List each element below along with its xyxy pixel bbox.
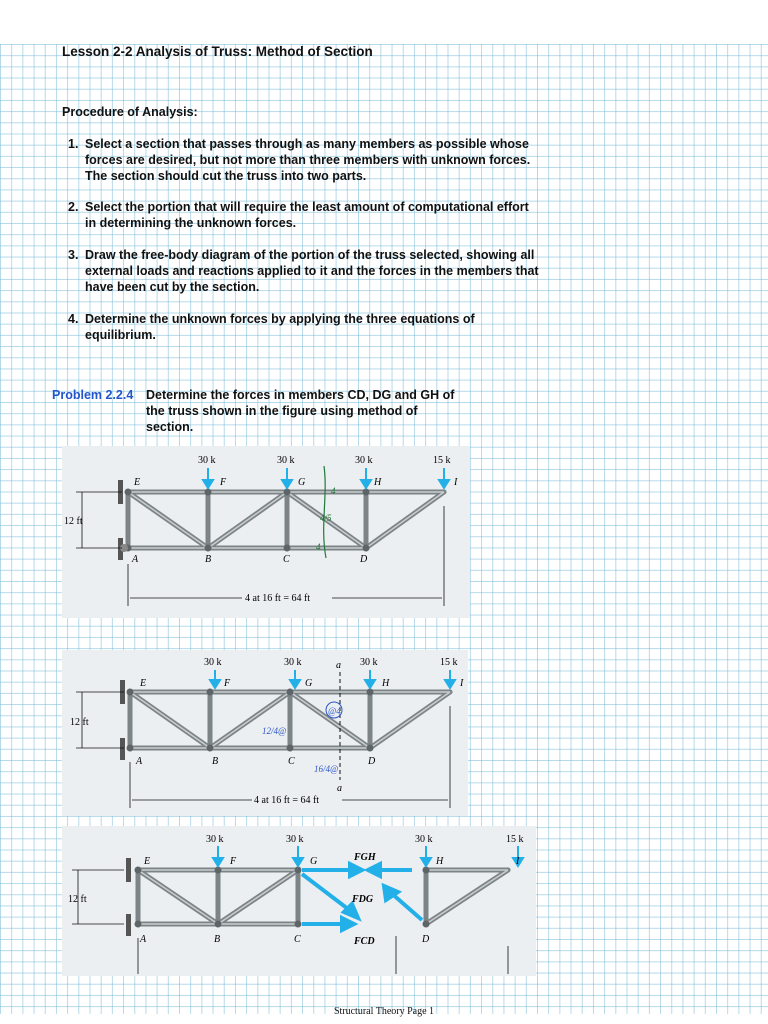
step-number: 4. [68,312,79,326]
load-label: 30 k [277,455,295,466]
step-number: 3. [68,248,79,262]
section-label: a [337,783,342,794]
force-label-fcd: FCD [354,936,375,947]
height-label: 12 ft [70,717,89,728]
node-label: H [436,856,444,867]
node-label: A [136,756,143,767]
load-label: 30 k [206,834,224,845]
handwritten-note: @4 [328,706,341,716]
node-label: H [382,678,390,689]
node-label: F [224,678,231,689]
load-label: 30 k [360,657,378,668]
handwritten-note: 4 [316,542,321,552]
truss-figure-2 [62,650,468,816]
load-label: 30 k [355,455,373,466]
load-label: 30 k [204,657,222,668]
node-label: I [454,477,458,488]
load-label: 15 k [440,657,458,668]
load-label: 15 k [433,455,451,466]
step-number: 1. [68,137,79,151]
load-label: 30 k [198,455,216,466]
node-label: E [134,477,141,488]
section-label: a [336,660,341,671]
node-label: B [214,934,221,945]
node-label: F [220,477,227,488]
node-label: G [298,477,306,488]
handwritten-note: 4/5 [320,513,332,523]
node-label: G [305,678,313,689]
load-label: 15 k [506,834,524,845]
node-label: B [212,756,219,767]
load-label: 30 k [415,834,433,845]
step-number: 2. [68,200,79,214]
step-text: Select a section that passes through as many members as possible whose forces are desired, but not more than three members with unknown forces. The section should cut the truss into two parts. [85,137,531,183]
step-text: Draw the free-body diagram of the portion of the truss selected, showing all external loads and reactions applied to it and the forces in the members that have been cut by the section. [85,248,539,294]
step-text: Determine the unknown forces by applying the three equations of equilibrium. [85,312,475,342]
node-label: E [144,856,151,867]
node-label: B [205,554,212,565]
handwritten-note: 16/4@ [314,764,339,774]
span-label: 4 at 16 ft = 64 ft [245,593,311,604]
problem-label: Problem 2.2.4 [52,388,134,402]
span-label: 4 at 16 ft = 64 ft [254,795,320,806]
node-label: C [283,554,290,565]
node-label: A [140,934,147,945]
node-label: C [288,756,295,767]
node-label: F [230,856,237,867]
page-title: Lesson 2-2 Analysis of Truss: Method of Section [62,44,373,59]
node-label: D [368,756,376,767]
height-label: 12 ft [68,894,87,905]
node-label: D [360,554,368,565]
truss-figure-3 [62,826,536,976]
handwritten-note: 4 [331,486,336,496]
load-label: 30 k [284,657,302,668]
force-label-fdg: FDG [352,894,374,905]
node-label: H [374,477,382,488]
node-label: C [294,934,301,945]
procedure-heading: Procedure of Analysis: [62,105,198,119]
handwritten-note: 12/4@ [262,726,287,736]
node-label: A [132,554,139,565]
truss-figure-1 [62,446,470,618]
load-label: 30 k [286,834,304,845]
problem-text: Determine the forces in members CD, DG and GH of the truss shown in the figure using method of section. [146,388,455,434]
page-footer: Structural Theory Page 1 [333,1006,435,1017]
step-text: Select the portion that will require the least amount of computational effort in determining the unknown forces. [85,200,529,230]
node-label: I [460,678,464,689]
height-label: 12 ft [64,516,83,527]
node-label: E [140,678,147,689]
node-label: I [516,856,520,867]
node-label: G [310,856,318,867]
force-label-fgh: FGH [354,852,376,863]
node-label: D [422,934,430,945]
